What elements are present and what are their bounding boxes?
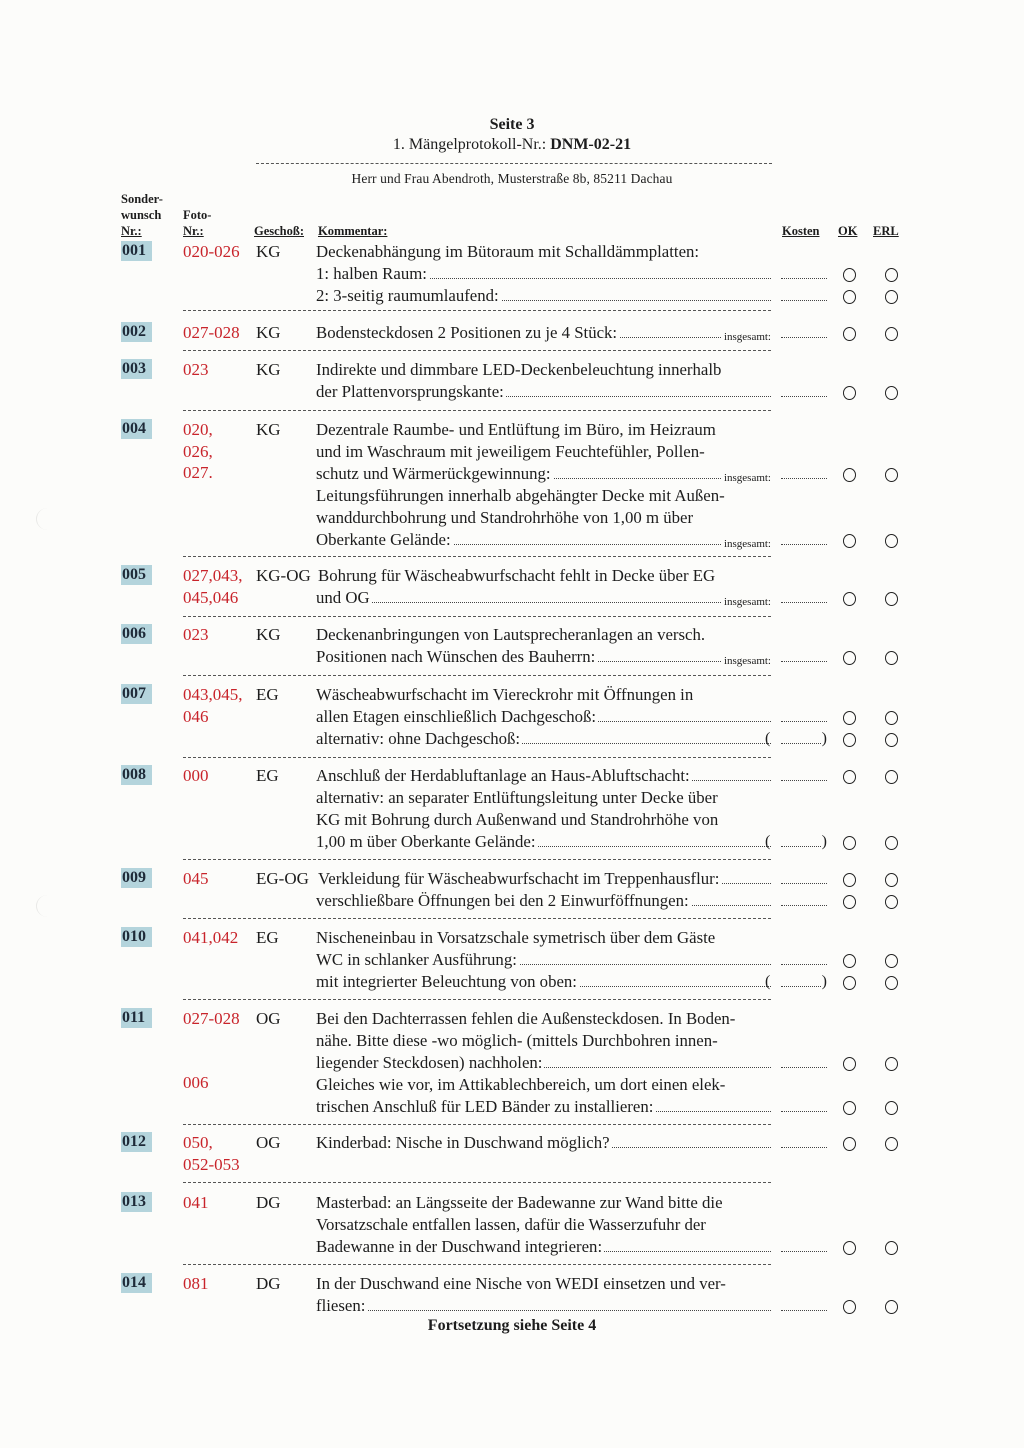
- erl-checkbox[interactable]: [885, 711, 898, 725]
- comment-line: 1,00 m über Oberkante Gelände:: [316, 831, 771, 853]
- entry-number: 005: [121, 565, 152, 585]
- entry-divider: [183, 757, 771, 758]
- col-erl: ERL: [873, 224, 899, 238]
- entry-divider: [183, 1264, 771, 1265]
- ok-checkbox[interactable]: [843, 1101, 856, 1115]
- floor-label: EG: [256, 928, 279, 947]
- floor-label: DG: [256, 1274, 281, 1293]
- comment-line: Kinderbad: Nische in Duschwand möglich?: [316, 1132, 771, 1154]
- comment-line: Masterbad: an Längsseite der Badewanne zur Wand bitte die: [316, 1193, 723, 1212]
- footer-continuation: Fortsetzung siehe Seite 4: [427, 1317, 597, 1334]
- comment-line: 2: 3-seitig raumumlaufend:: [316, 285, 771, 307]
- protocol-number: DNM-02-21: [550, 136, 632, 153]
- comment-line: Vorsatzschale entfallen lassen, dafür die Wasserzufuhr der: [316, 1215, 706, 1234]
- comment-line: wanddurchbohrung und Standrohrhöhe von 1,00 m über: [316, 508, 694, 527]
- cost-field[interactable]: [781, 1236, 827, 1258]
- entry-number: 002: [121, 322, 152, 342]
- comment-line: Nischeneinbau in Vorsatzschale symetrisch über dem Gäste: [316, 928, 716, 947]
- entry-number: 009: [121, 868, 152, 888]
- comment-line: liegender Steckdosen) nachholen:: [316, 1052, 771, 1074]
- erl-checkbox[interactable]: [885, 1057, 898, 1071]
- comment-line: trischen Anschluß für LED Bänder zu installieren:: [316, 1096, 771, 1118]
- ok-checkbox[interactable]: [843, 895, 856, 909]
- ok-checkbox[interactable]: [843, 268, 856, 282]
- cost-field[interactable]: ( ): [781, 831, 821, 853]
- comment-line: Leitungsführungen innerhalb abgehängter Decke mit Außen-: [316, 486, 725, 505]
- erl-checkbox[interactable]: [885, 733, 898, 747]
- erl-checkbox[interactable]: [885, 836, 898, 850]
- foto-number: 041,042: [183, 928, 239, 947]
- ok-checkbox[interactable]: [843, 836, 856, 850]
- entry-number: 013: [121, 1192, 152, 1212]
- comment-line: mit integrierter Beleuchtung von oben:: [316, 971, 771, 993]
- foto-number: 006: [183, 1073, 209, 1092]
- col-ok: OK: [838, 224, 858, 238]
- insgesamt-label: insgesamt:: [723, 596, 771, 608]
- cost-field[interactable]: [781, 706, 827, 728]
- floor-label: KG: [256, 420, 281, 439]
- ok-checkbox[interactable]: [843, 976, 856, 990]
- erl-checkbox[interactable]: [885, 468, 898, 482]
- floor-label: KG: [256, 323, 281, 342]
- comment-line: nähe. Bitte diese -wo möglich- (mittels Durchbohren innen-: [316, 1031, 718, 1050]
- comment-line: und OG insgesamt:: [316, 588, 771, 608]
- ok-checkbox[interactable]: [843, 954, 856, 968]
- comment-line: der Plattenvorsprungskante:: [316, 381, 771, 403]
- entry-number: 007: [121, 684, 152, 704]
- erl-checkbox[interactable]: [885, 954, 898, 968]
- foto-number: 045: [183, 869, 209, 888]
- ok-checkbox[interactable]: [843, 711, 856, 725]
- floor-label: KG-OG: [256, 566, 311, 585]
- col-kommentar: Kommentar:: [318, 224, 388, 238]
- erl-checkbox[interactable]: [885, 268, 898, 282]
- entry-number: 003: [121, 359, 152, 379]
- comment-line: Wäscheabwurfschacht im Viereckrohr mit Öffnungen in: [316, 685, 694, 704]
- foto-number: 023: [183, 625, 209, 644]
- ok-checkbox[interactable]: [843, 534, 856, 548]
- cost-field[interactable]: [781, 949, 827, 971]
- cost-field[interactable]: [781, 322, 827, 344]
- cost-field[interactable]: [781, 646, 827, 668]
- cost-field[interactable]: [781, 868, 827, 890]
- cost-field[interactable]: [781, 1096, 827, 1118]
- erl-checkbox[interactable]: [885, 770, 898, 784]
- foto-number: 000: [183, 766, 209, 785]
- entry-divider: [183, 410, 771, 411]
- floor-label: EG: [256, 766, 279, 785]
- floor-label: KG: [256, 242, 281, 261]
- cost-field[interactable]: ( ): [781, 728, 821, 750]
- comment-line: schutz und Wärmerückgewinnung: insgesamt:: [316, 464, 771, 484]
- floor-label: DG: [256, 1193, 281, 1212]
- cost-field[interactable]: [781, 1295, 827, 1317]
- comment-line: KG mit Bohrung durch Außenwand und Standrohrhöhe von: [316, 810, 719, 829]
- foto-number: 027-028: [183, 323, 240, 342]
- cost-field[interactable]: [781, 285, 827, 307]
- client-address: Herr und Frau Abendroth, Musterstraße 8b, 85211 Dachau: [351, 171, 673, 186]
- protocol-label: 1. Mängelprotokoll-Nr.:: [392, 136, 547, 153]
- floor-label: EG-OG: [256, 869, 309, 888]
- ok-checkbox[interactable]: [843, 651, 856, 665]
- header-divider: [256, 163, 772, 164]
- foto-number: 020, 026, 027.: [183, 420, 213, 483]
- erl-checkbox[interactable]: [885, 873, 898, 887]
- comment-line: verschließbare Öffnungen bei den 2 Einwurföffnungen:: [316, 890, 771, 912]
- entry-divider: [183, 310, 771, 311]
- foto-number: 050, 052-053: [183, 1133, 240, 1174]
- insgesamt-label: insgesamt:: [723, 538, 771, 550]
- floor-label: OG: [256, 1133, 281, 1152]
- entry-divider: [183, 616, 771, 617]
- foto-number: 023: [183, 360, 209, 379]
- cost-field[interactable]: [781, 587, 827, 609]
- insgesamt-label: insgesamt:: [723, 472, 771, 484]
- entry-divider: [183, 1182, 771, 1183]
- ok-checkbox[interactable]: [843, 592, 856, 606]
- ok-checkbox[interactable]: [843, 873, 856, 887]
- comment-line: Bohrung für Wäscheabwurfschacht fehlt in Decke über EG: [318, 566, 716, 585]
- entry-divider: [183, 350, 771, 351]
- erl-checkbox[interactable]: [885, 1137, 898, 1151]
- entry-number: 010: [121, 927, 152, 947]
- cost-field[interactable]: [781, 263, 827, 285]
- comment-line: Bei den Dachterrassen fehlen die Außensteckdosen. In Boden-: [316, 1009, 736, 1028]
- erl-checkbox[interactable]: [885, 1101, 898, 1115]
- erl-checkbox[interactable]: [885, 651, 898, 665]
- foto-number: 041: [183, 1193, 209, 1212]
- comment-line: alternativ: an separater Entlüftungsleitung unter Decke über: [316, 788, 718, 807]
- col-kosten: Kosten: [782, 224, 820, 238]
- entry-number: 006: [121, 624, 152, 644]
- entry-number: 008: [121, 765, 152, 785]
- erl-checkbox[interactable]: [885, 290, 898, 304]
- cost-field[interactable]: [781, 890, 827, 912]
- erl-checkbox[interactable]: [885, 1241, 898, 1255]
- entry-divider: [183, 1124, 771, 1125]
- ok-checkbox[interactable]: [843, 386, 856, 400]
- comment-line: Anschluß der Herdabluftanlage an Haus-Abluftschacht:: [316, 765, 771, 787]
- floor-label: EG: [256, 685, 279, 704]
- comment-line: fliesen:: [316, 1295, 771, 1317]
- comment-line: Bodensteckdosen 2 Positionen zu je 4 Stück: insgesamt:: [316, 323, 771, 343]
- foto-number: 020-026: [183, 242, 240, 261]
- floor-label: KG: [256, 360, 281, 379]
- col-geschoss: Geschoß:: [254, 224, 304, 238]
- ok-checkbox[interactable]: [843, 1300, 856, 1314]
- comment-line: allen Etagen einschließlich Dachgeschoß:: [316, 706, 771, 728]
- floor-label: KG: [256, 625, 281, 644]
- protocol-line: [0, 136, 1024, 154]
- comment-line: Dezentrale Raumbe- und Entlüftung im Büro, im Heizraum: [316, 420, 716, 439]
- comment-line: 1: halben Raum:: [316, 263, 771, 285]
- cost-field[interactable]: [781, 463, 827, 485]
- foto-number: 027-028: [183, 1009, 240, 1028]
- col-sonderwunsch: Sonder- wunsch Nr.:: [121, 192, 163, 238]
- entry-number: 004: [121, 419, 152, 439]
- cost-field[interactable]: [781, 765, 827, 787]
- comment-line: Positionen nach Wünschen des Bauherrn: insgesamt:: [316, 647, 771, 667]
- comment-line: Gleiches wie vor, im Attikablechbereich, um dort einen elek-: [316, 1075, 726, 1094]
- ok-checkbox[interactable]: [843, 1241, 856, 1255]
- entry-divider: [183, 859, 771, 860]
- comment-line: Badewanne in der Duschwand integrieren:: [316, 1236, 771, 1258]
- entry-divider: [183, 556, 771, 557]
- comment-line: In der Duschwand eine Nische von WEDI einsetzen und ver-: [316, 1274, 726, 1293]
- entry-number: 014: [121, 1273, 152, 1293]
- erl-checkbox[interactable]: [885, 895, 898, 909]
- comment-line: Verkleidung für Wäscheabwurfschacht im Treppenhausflur:: [318, 868, 771, 890]
- erl-checkbox[interactable]: [885, 534, 898, 548]
- cost-field[interactable]: [781, 381, 827, 403]
- cost-field[interactable]: [781, 1052, 827, 1074]
- entry-divider: [183, 675, 771, 676]
- comment-line: alternativ: ohne Dachgeschoß:: [316, 728, 771, 750]
- ok-checkbox[interactable]: [843, 468, 856, 482]
- erl-checkbox[interactable]: [885, 592, 898, 606]
- erl-checkbox[interactable]: [885, 386, 898, 400]
- page-title: Seite 3: [489, 116, 535, 133]
- entry-number: 001: [121, 241, 152, 261]
- cost-field[interactable]: [781, 1132, 827, 1154]
- comment-line: und im Waschraum mit jeweiligem Feuchtefühler, Pollen-: [316, 442, 705, 461]
- ok-checkbox[interactable]: [843, 770, 856, 784]
- comment-line: Indirekte und dimmbare LED-Deckenbeleuchtung innerhalb: [316, 360, 722, 379]
- cost-field[interactable]: ( ): [781, 971, 821, 993]
- entry-number: 011: [121, 1008, 152, 1028]
- entry-number: 012: [121, 1132, 152, 1152]
- erl-checkbox[interactable]: [885, 976, 898, 990]
- erl-checkbox[interactable]: [885, 327, 898, 341]
- insgesamt-label: insgesamt:: [723, 655, 771, 667]
- floor-label: OG: [256, 1009, 281, 1028]
- erl-checkbox[interactable]: [885, 1300, 898, 1314]
- ok-checkbox[interactable]: [843, 1137, 856, 1151]
- comment-line: Deckenanbringungen von Lautsprecheranlagen an versch.: [316, 625, 706, 644]
- foto-number: 027,043, 045,046: [183, 566, 243, 607]
- comment-line: WC in schlanker Ausführung:: [316, 949, 771, 971]
- ok-checkbox[interactable]: [843, 1057, 856, 1071]
- foto-number: 043,045, 046: [183, 685, 243, 726]
- foto-number: 081: [183, 1274, 209, 1293]
- comment-line: Oberkante Gelände: insgesamt:: [316, 530, 771, 550]
- entry-divider: [183, 999, 771, 1000]
- cost-field[interactable]: [781, 529, 827, 551]
- ok-checkbox[interactable]: [843, 733, 856, 747]
- col-foto: Foto- Nr.:: [183, 208, 212, 238]
- ok-checkbox[interactable]: [843, 290, 856, 304]
- comment-line: Deckenabhängung im Bütoraum mit Schalldämmplatten:: [316, 242, 700, 261]
- ok-checkbox[interactable]: [843, 327, 856, 341]
- insgesamt-label: insgesamt:: [723, 331, 771, 343]
- entry-divider: [183, 918, 771, 919]
